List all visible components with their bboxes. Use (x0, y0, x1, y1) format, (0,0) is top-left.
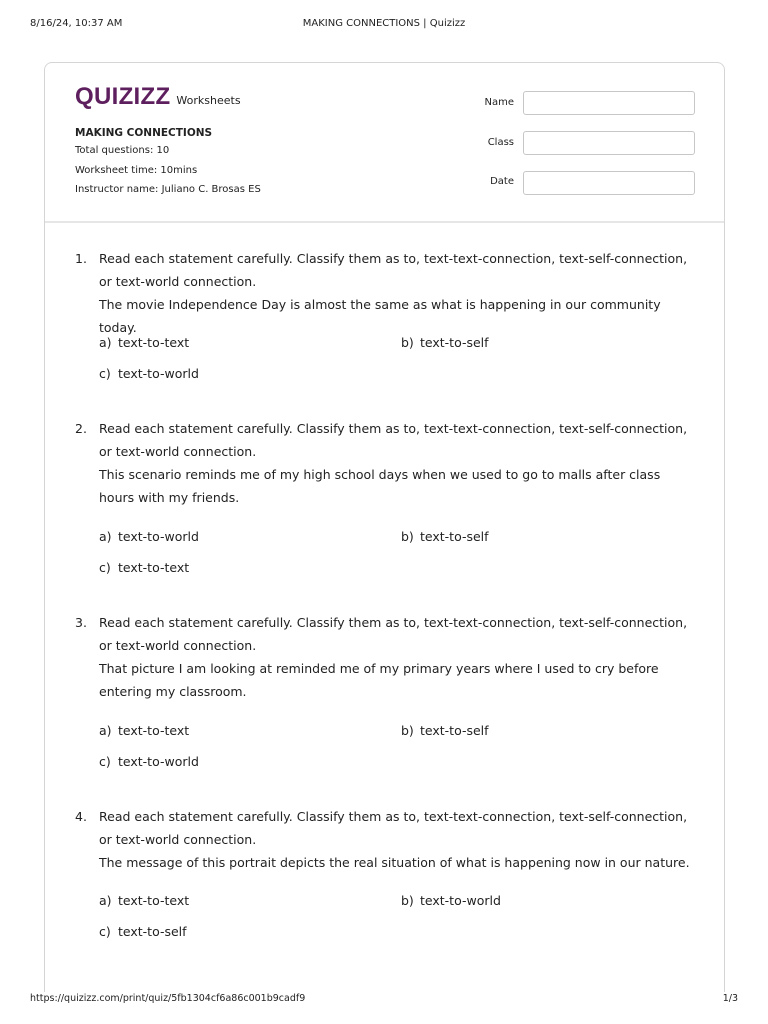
question-text (99, 247, 699, 339)
worksheet-title: MAKING CONNECTIONS (75, 127, 213, 139)
worksheet-time: Worksheet time: 10mins (75, 165, 198, 176)
page-number: 1/3 (722, 993, 738, 1004)
question-prompt: Read each statement carefully. Classify them as to, text-text-connection, text-self-connection, or text-world connection. (99, 251, 688, 289)
print-datetime: 8/16/24, 10:37 AM (30, 18, 123, 29)
print-page-title: MAKING CONNECTIONS | Quizizz (302, 18, 466, 29)
question-number: 3. (75, 615, 87, 630)
worksheet-header (45, 63, 724, 223)
option-c[interactable]: c) text-to-self (99, 924, 187, 939)
print-header (0, 18, 768, 34)
option-a[interactable]: a) text-to-text (99, 893, 190, 908)
question-statement: This scenario reminds me of my high school days when we used to go to malls after class hours with my friends. (99, 467, 661, 505)
logo-wordmark: QUIZIZZ (75, 83, 171, 110)
question-text (99, 805, 699, 874)
question-prompt: Read each statement carefully. Classify them as to, text-text-connection, text-self-connection, or text-world connection. (99, 809, 688, 847)
question-number: 2. (75, 421, 87, 436)
class-label: Class (487, 137, 514, 148)
option-b[interactable]: b) text-to-self (401, 335, 489, 350)
name-field[interactable] (523, 91, 695, 115)
date-label: Date (490, 176, 514, 187)
logo-subtitle: Worksheets (176, 94, 241, 107)
question-prompt: Read each statement carefully. Classify them as to, text-text-connection, text-self-connection, or text-world connection. (99, 615, 688, 653)
date-field[interactable] (523, 171, 695, 195)
class-field[interactable] (523, 131, 695, 155)
option-c[interactable]: c) text-to-world (99, 366, 199, 381)
question-number: 1. (75, 251, 87, 266)
question-text (99, 611, 699, 703)
print-footer (0, 993, 768, 1009)
question-text (99, 417, 699, 509)
question-statement: That picture I am looking at reminded me of my primary years where I used to cry before entering my classroom. (99, 661, 659, 699)
option-b[interactable]: b) text-to-self (401, 529, 489, 544)
option-b[interactable]: b) text-to-world (401, 893, 501, 908)
print-url: https://quizizz.com/print/quiz/5fb1304cf6a86c001b9cadf9 (30, 993, 306, 1004)
option-a[interactable]: a) text-to-text (99, 335, 190, 350)
option-a[interactable]: a) text-to-world (99, 529, 199, 544)
question-prompt: Read each statement carefully. Classify them as to, text-text-connection, text-self-connection, or text-world connection. (99, 421, 688, 459)
worksheet-card (44, 62, 725, 992)
option-a[interactable]: a) text-to-text (99, 723, 190, 738)
question-number: 4. (75, 809, 87, 824)
total-questions: Total questions: 10 (75, 145, 170, 156)
quizizz-logo (75, 83, 241, 111)
instructor-name: Instructor name: Juliano C. Brosas ES (75, 184, 261, 195)
option-c[interactable]: c) text-to-text (99, 560, 190, 575)
option-c[interactable]: c) text-to-world (99, 754, 199, 769)
question-statement: The message of this portrait depicts the real situation of what is happening now in our nature. (99, 855, 690, 870)
question-statement: The movie Independence Day is almost the same as what is happening in our community today. (99, 297, 661, 335)
name-label: Name (484, 97, 514, 108)
option-b[interactable]: b) text-to-self (401, 723, 489, 738)
